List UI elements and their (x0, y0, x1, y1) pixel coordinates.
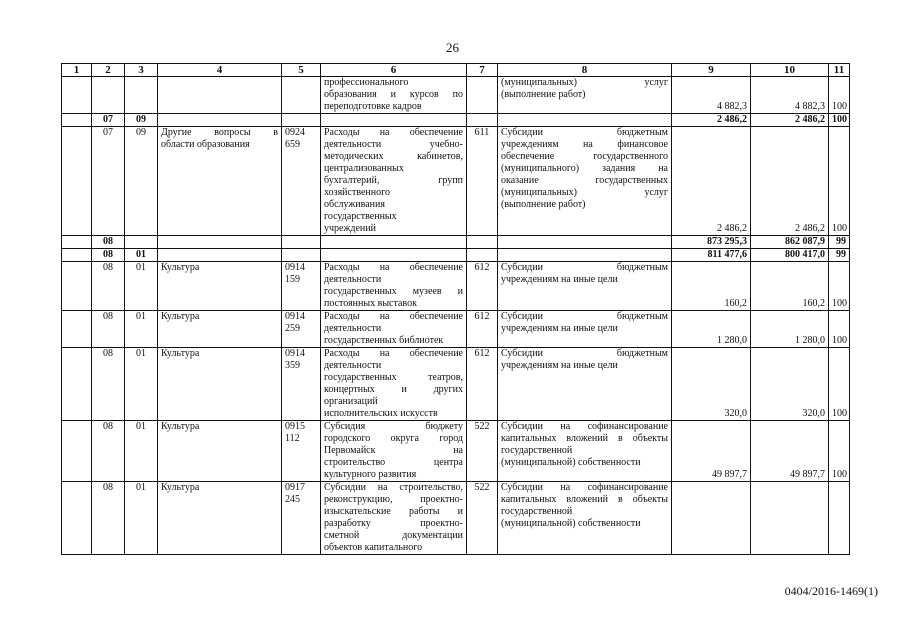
expense-description-cell (321, 77, 467, 114)
cell-line: Расходы на обеспечение (324, 348, 463, 359)
subsection-code-cell: 01 (125, 421, 158, 482)
cell-line: (муниципальных) услуг (501, 77, 668, 88)
target-article-cell (282, 127, 321, 236)
cell-line: культурного развития (324, 469, 417, 480)
page-number: 26 (446, 40, 459, 55)
section-name-cell (158, 348, 282, 421)
cell-line: деятельности (324, 360, 382, 371)
col1-cell (62, 262, 92, 311)
cell-line: объектов капитального (324, 542, 423, 553)
expense-type-name-cell (498, 114, 672, 127)
table-row (62, 348, 850, 421)
subsection-code-cell: 01 (125, 482, 158, 555)
percent-cell: 100 (829, 262, 850, 311)
section-name-cell (158, 236, 282, 249)
expense-description-cell (321, 249, 467, 262)
planned-amount-cell: 2 486,2 (672, 127, 751, 236)
cell-line: Первомайск на (324, 445, 463, 456)
cell-line: Субсидии на софинансирование (501, 482, 668, 493)
expense-type-cell: 611 (467, 127, 498, 236)
cell-line: 0924 (285, 127, 305, 138)
expense-type-name-cell (498, 236, 672, 249)
cell-line: Субсидии бюджетным (501, 127, 668, 138)
cell-line: (выполнение работ) (501, 89, 586, 100)
cell-line: 0914 (285, 348, 305, 359)
cell-line: 245 (285, 494, 300, 505)
col1-cell (62, 249, 92, 262)
section-name-cell (158, 77, 282, 114)
table-row (62, 262, 850, 311)
expense-type-name-cell (498, 127, 672, 236)
cell-line: государственных театров, (324, 372, 463, 383)
section-code-cell: 08 (92, 262, 125, 311)
expense-type-name-cell (498, 77, 672, 114)
header-cell: 5 (282, 64, 321, 77)
section-code-cell: 08 (92, 311, 125, 348)
cell-line: деятельности (324, 274, 382, 285)
cell-line: Субсидии на софинансирование (501, 421, 668, 432)
cell-line: хозяйственного (324, 187, 390, 198)
header-cell: 9 (672, 64, 751, 77)
expense-type-cell (467, 77, 498, 114)
budget-table (61, 63, 850, 555)
header-cell: 1 (62, 64, 92, 77)
cell-line: учреждениям на финансовое (501, 139, 668, 150)
cell-line: деятельности учебно- (324, 139, 463, 150)
executed-amount-cell: 800 417,0 (751, 249, 829, 262)
cell-line: Расходы на обеспечение (324, 127, 463, 138)
cell-line: Культура (161, 421, 200, 432)
expense-type-cell: 612 (467, 311, 498, 348)
header-cell: 7 (467, 64, 498, 77)
target-article-cell (282, 77, 321, 114)
cell-line: 0914 (285, 262, 305, 273)
col1-cell (62, 348, 92, 421)
cell-line: учреждений (324, 223, 376, 234)
target-article-cell (282, 482, 321, 555)
subsection-code-cell: 01 (125, 249, 158, 262)
section-name-cell (158, 249, 282, 262)
subsection-code-cell: 09 (125, 114, 158, 127)
col1-cell (62, 127, 92, 236)
section-name-cell (158, 127, 282, 236)
percent-cell: 100 (829, 127, 850, 236)
planned-amount-cell: 49 897,7 (672, 421, 751, 482)
planned-amount-cell: 4 882,3 (672, 77, 751, 114)
table-row (62, 311, 850, 348)
cell-line: переподготовке кадров (324, 101, 422, 112)
cell-line: строительство центра (324, 457, 463, 468)
cell-line: области образования (161, 139, 250, 150)
cell-line: Субсидии бюджетным (501, 262, 668, 273)
cell-line: Субсидии бюджетным (501, 348, 668, 359)
section-name-cell (158, 114, 282, 127)
executed-amount-cell: 1 280,0 (751, 311, 829, 348)
executed-amount-cell: 160,2 (751, 262, 829, 311)
expense-description-cell (321, 127, 467, 236)
expense-description-cell (321, 262, 467, 311)
header-cell: 10 (751, 64, 829, 77)
cell-line: Культура (161, 482, 200, 493)
table-row (62, 127, 850, 236)
percent-cell (829, 482, 850, 555)
cell-line: изыскательские работы и (324, 506, 463, 517)
table-row (62, 249, 850, 262)
cell-line: 112 (285, 433, 300, 444)
col1-cell (62, 114, 92, 127)
cell-line: государственных музеев и (324, 286, 463, 297)
cell-line: 0915 (285, 421, 305, 432)
subsection-code-cell: 01 (125, 311, 158, 348)
cell-line: бухгалтерий, групп (324, 175, 463, 186)
expense-description-cell (321, 482, 467, 555)
subsection-code-cell (125, 77, 158, 114)
section-code-cell: 08 (92, 421, 125, 482)
target-article-cell (282, 236, 321, 249)
header-cell: 11 (829, 64, 850, 77)
cell-line: государственных библиотек (324, 335, 444, 346)
cell-line: организаций (324, 396, 378, 407)
cell-line: деятельности (324, 323, 382, 334)
executed-amount-cell: 320,0 (751, 348, 829, 421)
section-code-cell: 07 (92, 114, 125, 127)
executed-amount-cell (751, 482, 829, 555)
cell-line: реконструкцию, проектно- (324, 494, 463, 505)
planned-amount-cell: 320,0 (672, 348, 751, 421)
planned-amount-cell: 873 295,3 (672, 236, 751, 249)
cell-line: 0914 (285, 311, 305, 322)
cell-line: обеспечение государственного (501, 151, 668, 162)
cell-line: капитальных вложений в объекты (501, 494, 668, 505)
section-code-cell: 07 (92, 127, 125, 236)
section-code-cell: 08 (92, 482, 125, 555)
cell-line: (муниципальной) собственности (501, 457, 641, 468)
cell-line: Расходы на обеспечение (324, 311, 463, 322)
section-name-cell (158, 482, 282, 555)
cell-line: оказание государственных (501, 175, 668, 186)
header-cell: 6 (321, 64, 467, 77)
cell-line: государственной (501, 506, 573, 517)
cell-line: Субсидии на строительство, (324, 482, 463, 493)
cell-line: 0917 (285, 482, 305, 493)
cell-line: городского округа город (324, 433, 463, 444)
document-code: 0404/2016-1469(1) (784, 584, 878, 598)
col1-cell (62, 421, 92, 482)
expense-description-cell (321, 236, 467, 249)
cell-line: капитальных вложений в объекты (501, 433, 668, 444)
cell-line: учреждениям на иные цели (501, 323, 618, 334)
subsection-code-cell: 09 (125, 127, 158, 236)
col1-cell (62, 77, 92, 114)
percent-cell: 100 (829, 77, 850, 114)
table-row (62, 421, 850, 482)
header-cell: 8 (498, 64, 672, 77)
expense-description-cell (321, 348, 467, 421)
section-code-cell: 08 (92, 236, 125, 249)
planned-amount-cell: 811 477,6 (672, 249, 751, 262)
cell-line: исполнительских искусств (324, 408, 438, 419)
target-article-cell (282, 114, 321, 127)
target-article-cell (282, 421, 321, 482)
cell-line: Расходы на обеспечение (324, 262, 463, 273)
header-row (62, 64, 850, 77)
expense-type-cell (467, 114, 498, 127)
target-article-cell (282, 249, 321, 262)
subsection-code-cell: 01 (125, 262, 158, 311)
table-row (62, 236, 850, 249)
expense-type-name-cell (498, 249, 672, 262)
cell-line: Субсидия бюджету (324, 421, 463, 432)
planned-amount-cell: 160,2 (672, 262, 751, 311)
expense-type-cell (467, 236, 498, 249)
executed-amount-cell: 49 897,7 (751, 421, 829, 482)
cell-line: централизованных (324, 163, 404, 174)
subsection-code-cell (125, 236, 158, 249)
cell-line: (муниципальных) услуг (501, 187, 668, 198)
percent-cell: 99 (829, 249, 850, 262)
col1-cell (62, 311, 92, 348)
expense-type-cell: 522 (467, 482, 498, 555)
executed-amount-cell: 862 087,9 (751, 236, 829, 249)
header-cell: 3 (125, 64, 158, 77)
cell-line: Культура (161, 311, 200, 322)
cell-line: 159 (285, 274, 300, 285)
cell-line: государственных (324, 211, 397, 222)
expense-description-cell (321, 421, 467, 482)
header-cell: 2 (92, 64, 125, 77)
cell-line: учреждениям на иные цели (501, 360, 618, 371)
cell-line: 659 (285, 139, 300, 150)
percent-cell: 100 (829, 311, 850, 348)
expense-type-cell: 612 (467, 262, 498, 311)
cell-line: (муниципальной) собственности (501, 518, 641, 529)
cell-line: (выполнение работ) (501, 199, 586, 210)
col1-cell (62, 236, 92, 249)
section-name-cell (158, 311, 282, 348)
cell-line: государственной (501, 445, 573, 456)
expense-type-cell: 522 (467, 421, 498, 482)
planned-amount-cell: 1 280,0 (672, 311, 751, 348)
target-article-cell (282, 348, 321, 421)
planned-amount-cell: 2 486,2 (672, 114, 751, 127)
cell-line: обслуживания (324, 199, 385, 210)
cell-line: учреждениям на иные цели (501, 274, 618, 285)
table-row (62, 77, 850, 114)
expense-type-name-cell (498, 348, 672, 421)
percent-cell: 100 (829, 348, 850, 421)
expense-description-cell (321, 311, 467, 348)
expense-description-cell (321, 114, 467, 127)
section-code-cell: 08 (92, 348, 125, 421)
header-cell: 4 (158, 64, 282, 77)
executed-amount-cell: 2 486,2 (751, 127, 829, 236)
section-code-cell: 08 (92, 249, 125, 262)
cell-line: (муниципального) задания на (501, 163, 668, 174)
section-name-cell (158, 262, 282, 311)
expense-type-cell (467, 249, 498, 262)
section-name-cell (158, 421, 282, 482)
planned-amount-cell (672, 482, 751, 555)
section-code-cell (92, 77, 125, 114)
cell-line: сметной документации (324, 530, 463, 541)
percent-cell: 100 (829, 114, 850, 127)
target-article-cell (282, 311, 321, 348)
cell-line: Культура (161, 262, 200, 273)
table-row (62, 482, 850, 555)
executed-amount-cell: 4 882,3 (751, 77, 829, 114)
subsection-code-cell: 01 (125, 348, 158, 421)
expense-type-cell: 612 (467, 348, 498, 421)
cell-line: постоянных выставок (324, 298, 417, 309)
expense-type-name-cell (498, 262, 672, 311)
expense-type-name-cell (498, 482, 672, 555)
executed-amount-cell: 2 486,2 (751, 114, 829, 127)
expense-type-name-cell (498, 311, 672, 348)
target-article-cell (282, 262, 321, 311)
percent-cell: 99 (829, 236, 850, 249)
cell-line: методических кабинетов, (324, 151, 463, 162)
table-row (62, 114, 850, 127)
cell-line: Субсидии бюджетным (501, 311, 668, 322)
expense-type-name-cell (498, 421, 672, 482)
cell-line: образования и курсов по (324, 89, 463, 100)
cell-line: Другие вопросы в (161, 127, 278, 138)
cell-line: профессионального (324, 77, 409, 88)
cell-line: Культура (161, 348, 200, 359)
cell-line: 359 (285, 360, 300, 371)
percent-cell: 100 (829, 421, 850, 482)
cell-line: 259 (285, 323, 300, 334)
cell-line: разработку проектно- (324, 518, 463, 529)
col1-cell (62, 482, 92, 555)
cell-line: концертных и других (324, 384, 463, 395)
